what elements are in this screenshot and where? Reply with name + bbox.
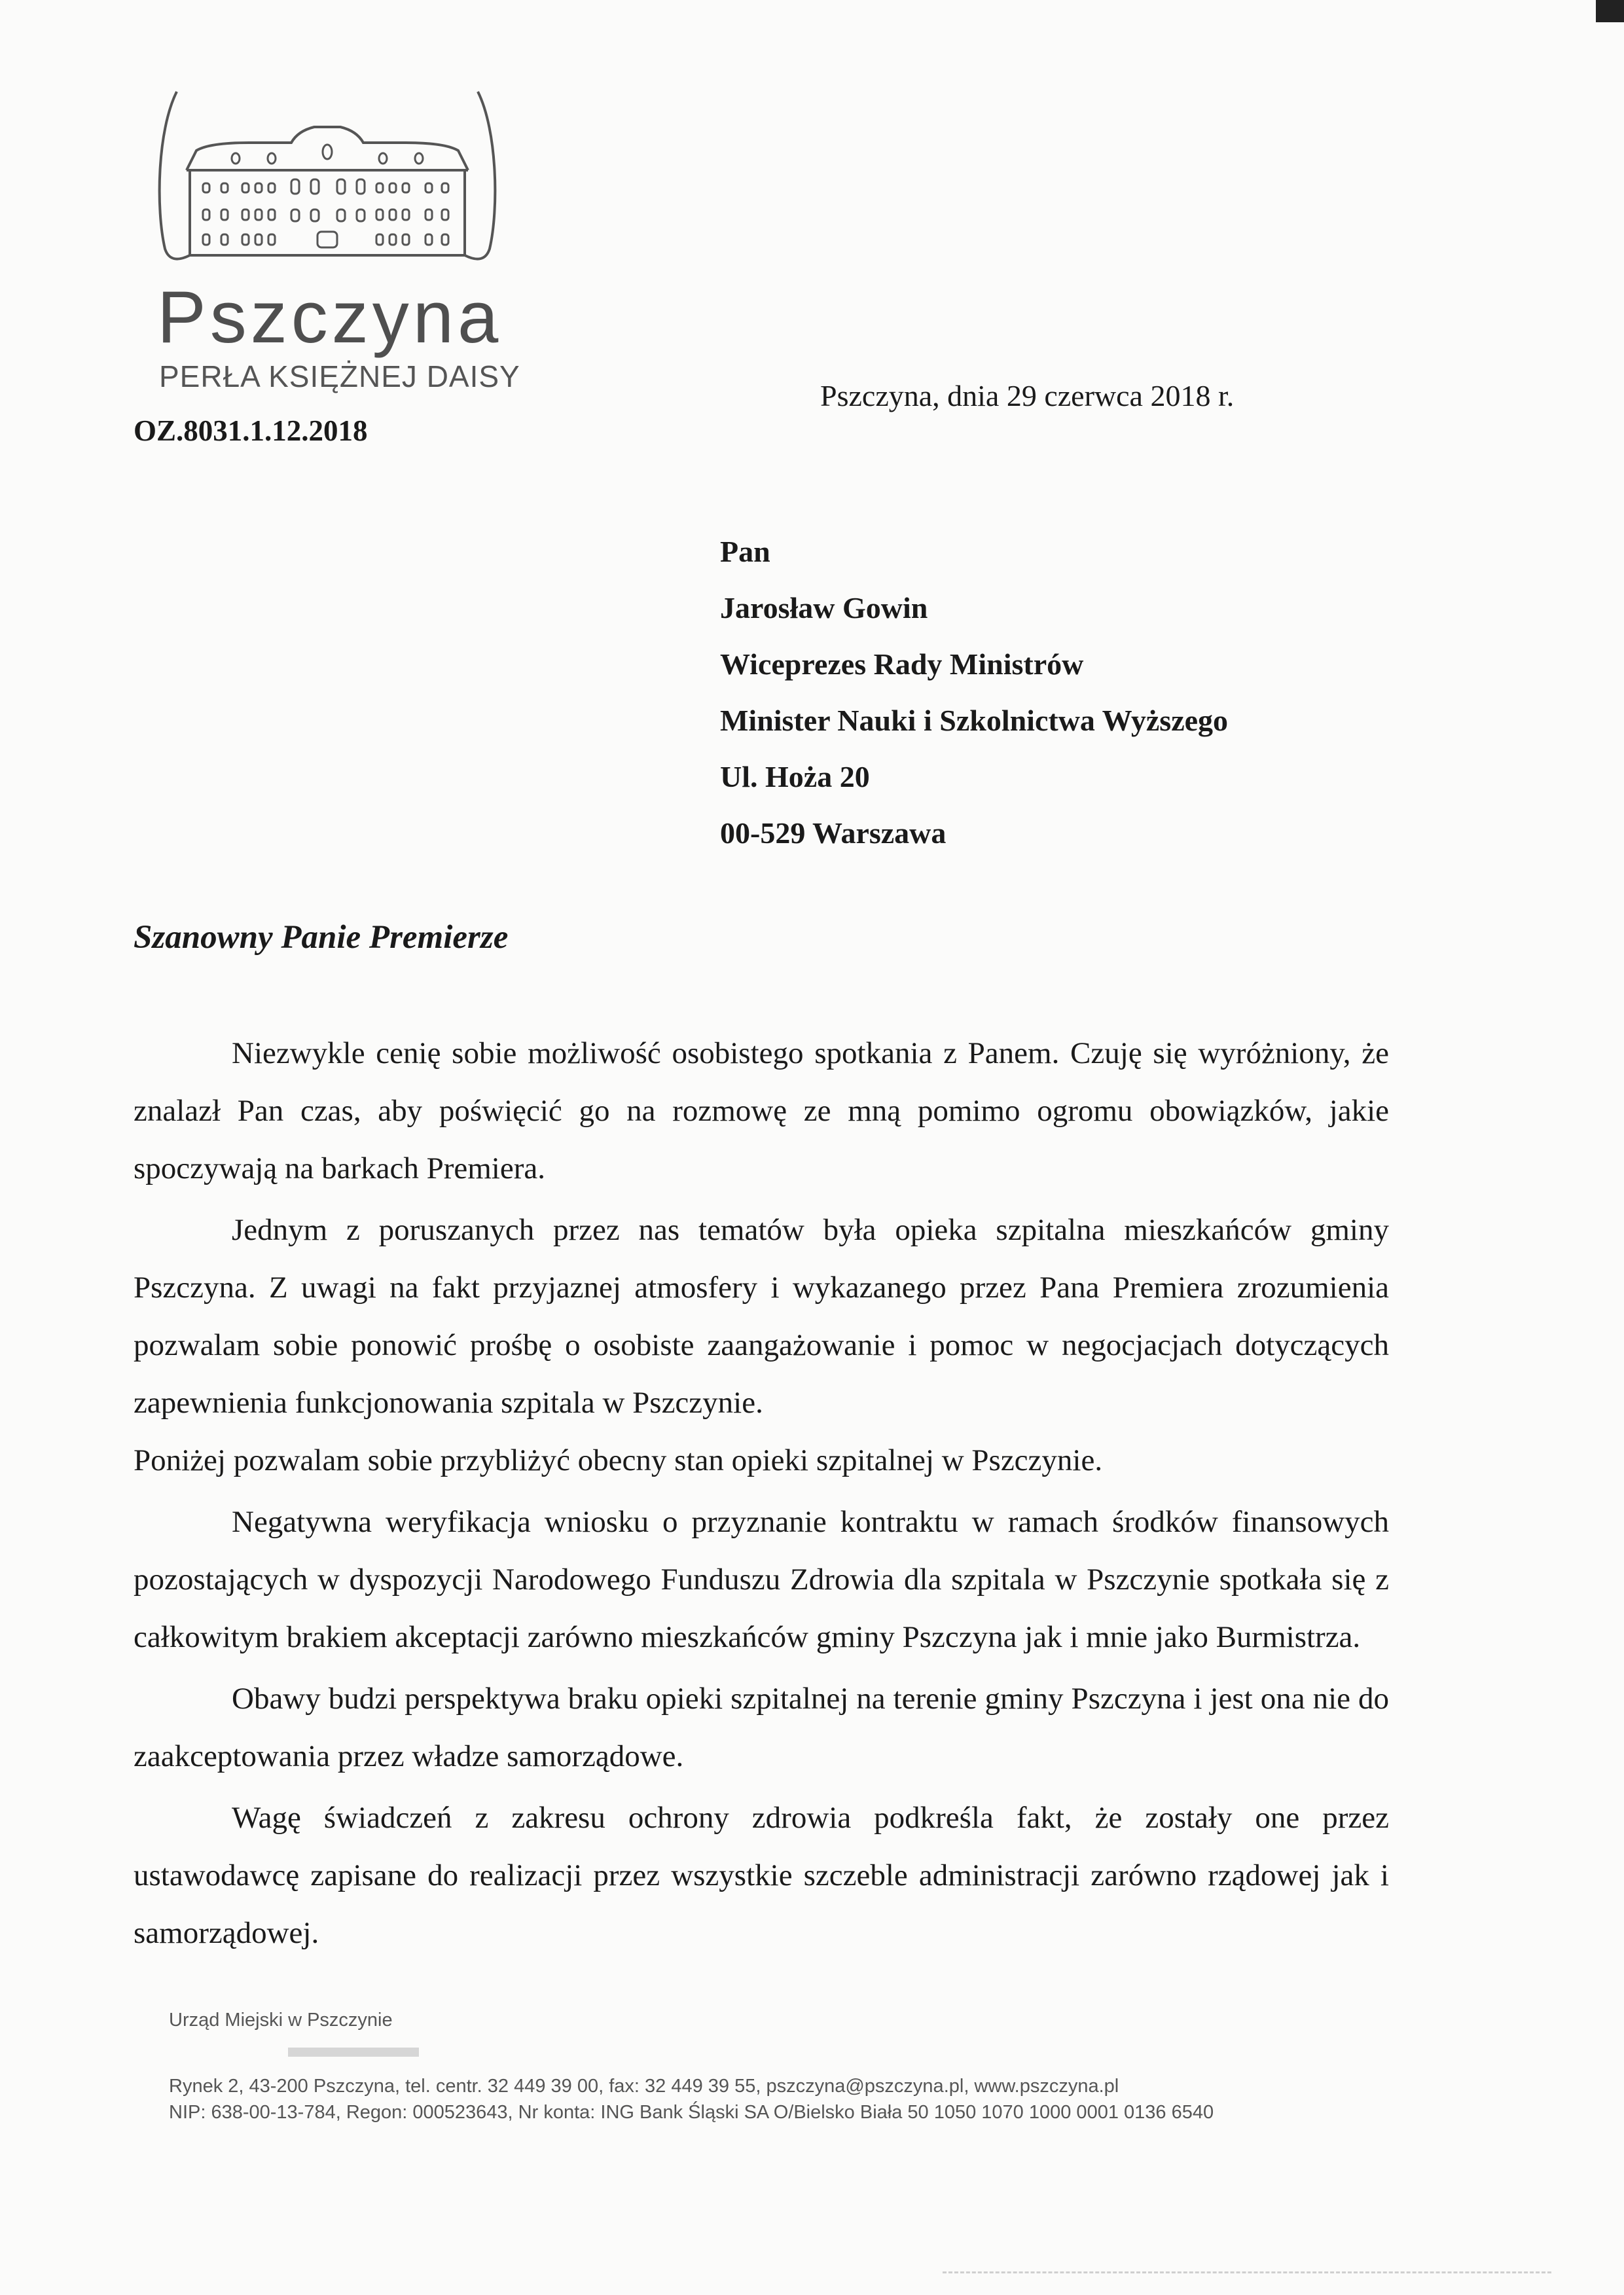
salutation: Szanowny Panie Premierze [134,919,509,956]
letter-body [134,1024,1389,1962]
recipient-line: Minister Nauki i Szkolnictwa Wyższego [720,704,1229,737]
recipient-line: 00-529 Warszawa [720,816,947,850]
paragraph: Jednym z poruszanych przez nas tematów była opieka szpitalna mieszkańców gminy Pszczyna. Z uwagi na fakt przyjaznej atmosfery i wykazanego przez Pana Premiera zrozumienia pozwalam sobie ponowić prośbę o osobiste zaangażowanie i pomoc w negocjacjach dotyczących zapewnienia funkcjonowania szpitala w Pszczynie. [134,1213,1389,1420]
recipient-address [720,524,1228,861]
scan-bottom-line [943,2271,1551,2273]
recipient-line: Jarosław Gowin [720,591,928,624]
footer-office: Urząd Miejski w Pszczynie [169,2010,393,2031]
recipient-line: Ul. Hoża 20 [720,760,870,793]
paragraph: Obawy budzi perspektywa braku opieki szpitalnej na terenie gminy Pszczyna i jest ona nie do zaakceptowania przez władze samorządowe. [134,1682,1389,1773]
paragraph: Poniżej pozwalam sobie przybliżyć obecny stan opieki szpitalnej w Pszczynie. [134,1443,1103,1477]
scan-smudge [288,2048,419,2057]
paragraph: Niezwykle cenię sobie możliwość osobistego spotkania z Panem. Czuję się wyróżniony, że znalazł Pan czas, aby poświęcić go na rozmowę ze mną pomimo ogromu obowiązków, jakie spoczywają na barkach Premiera. [134,1036,1389,1185]
scan-edge-mark [1596,0,1624,22]
logo-tagline: PERŁA KSIĘŻNEJ DAISY [159,359,520,393]
paragraph: Negatywna weryfikacja wniosku o przyznanie kontraktu w ramach środków finansowych pozostających w dyspozycji Narodowego Funduszu Zdrowia dla szpitala w Pszczynie spotkała się z całkowitym brakiem akceptacji zarówno mieszkańców gminy Pszczyna jak i mnie jako Burmistrza. [134,1505,1389,1654]
recipient-line: Wiceprezes Rady Ministrów [720,647,1084,681]
footer-contact: Rynek 2, 43-200 Pszczyna, tel. centr. 32 449 39 00, fax: 32 449 39 55, pszczyna@pszczyna.pl, www.pszczyna.pl [169,2076,1119,2097]
reference-number: OZ.8031.1.12.2018 [134,414,368,447]
date-line: Pszczyna, dnia 29 czerwca 2018 r. [820,379,1235,412]
logo-wordmark: Pszczyna [157,276,503,358]
paragraph: Wagę świadczeń z zakresu ochrony zdrowia podkreśla fakt, że zostały one przez ustawodawcę zapisane do realizacji przez wszystkie szczeble administracji zarówno rządowej jak i samorządowej. [134,1801,1389,1950]
recipient-line: Pan [720,535,770,568]
footer-registry: NIP: 638-00-13-784, Regon: 000523643, Nr konta: ING Bank Śląski SA O/Bielsko Biała 50 1050 1070 1000 0001 0136 6540 [169,2102,1214,2123]
